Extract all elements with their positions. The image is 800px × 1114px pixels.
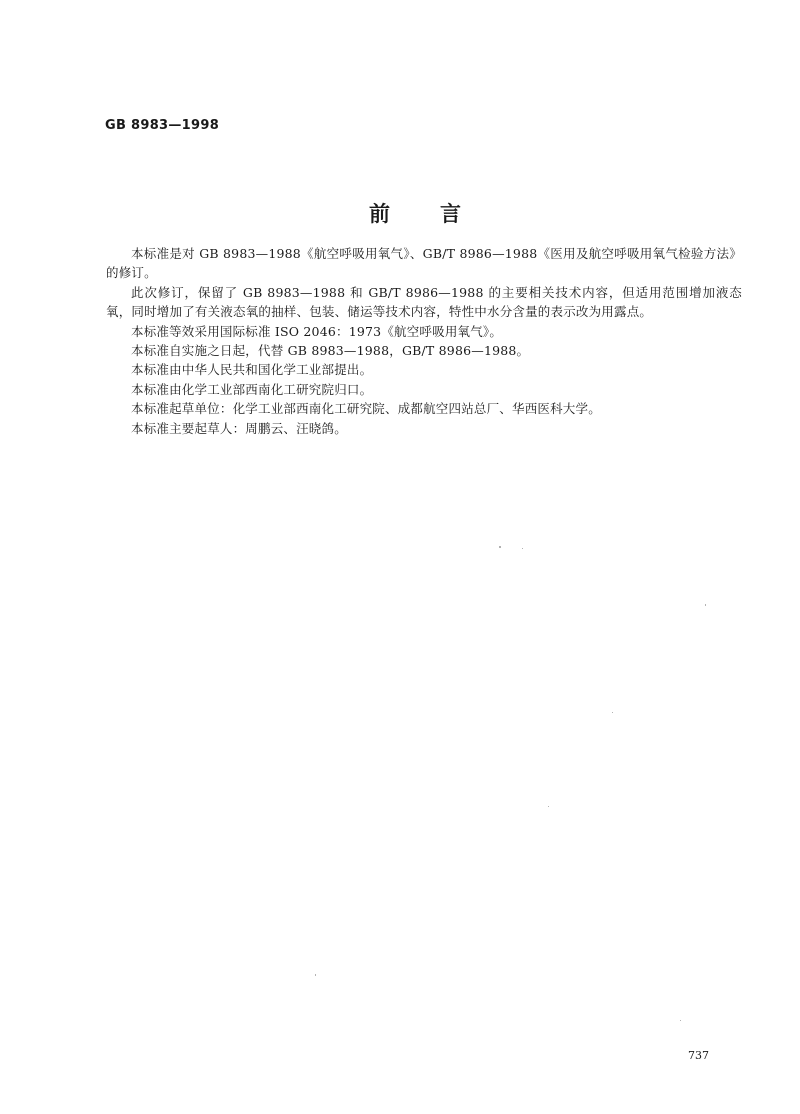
scan-speck: [705, 604, 706, 606]
paragraph: 本标准主要起草人：周鹏云、汪晓鸽。: [131, 420, 347, 436]
section-title: 前言: [369, 202, 511, 226]
paragraph: 本标准等效采用国际标准 ISO 2046：1973《航空呼吸用氧气》。: [131, 323, 503, 339]
scan-speck: [680, 1020, 681, 1021]
scan-speck: [548, 806, 549, 807]
paragraph: 本标准由化学工业部西南化工研究院归口。: [131, 381, 373, 397]
scan-speck: [315, 974, 316, 976]
page-number: 737: [688, 1049, 709, 1062]
foreword-body: [106, 244, 742, 438]
paragraph: 此次修订，保留了 GB 8983—1988 和 GB/T 8986—1988 的主要相关技术内容，但适用范围增加液态氧，同时增加了有关液态氧的抽样、包装、储运等技术内容，特性中水分含量的表示改为用露点。: [106, 284, 742, 320]
paragraph: 本标准自实施之日起，代替 GB 8983—1988，GB/T 8986—1988。: [131, 343, 530, 359]
scan-speck: [612, 712, 613, 713]
scan-speck: [522, 548, 523, 549]
paragraph: 本标准起草单位：化学工业部西南化工研究院、成都航空四站总厂、华西医科大学。: [131, 401, 601, 417]
paragraph: 本标准是对 GB 8983—1988《航空呼吸用氧气》、GB/T 8986—1988《医用及航空呼吸用氧气检验方法》的修订。: [106, 246, 742, 281]
paragraph: 本标准由中华人民共和国化学工业部提出。: [131, 362, 373, 378]
scan-speck: [499, 546, 501, 548]
standard-code: GB 8983—1998: [105, 118, 220, 133]
